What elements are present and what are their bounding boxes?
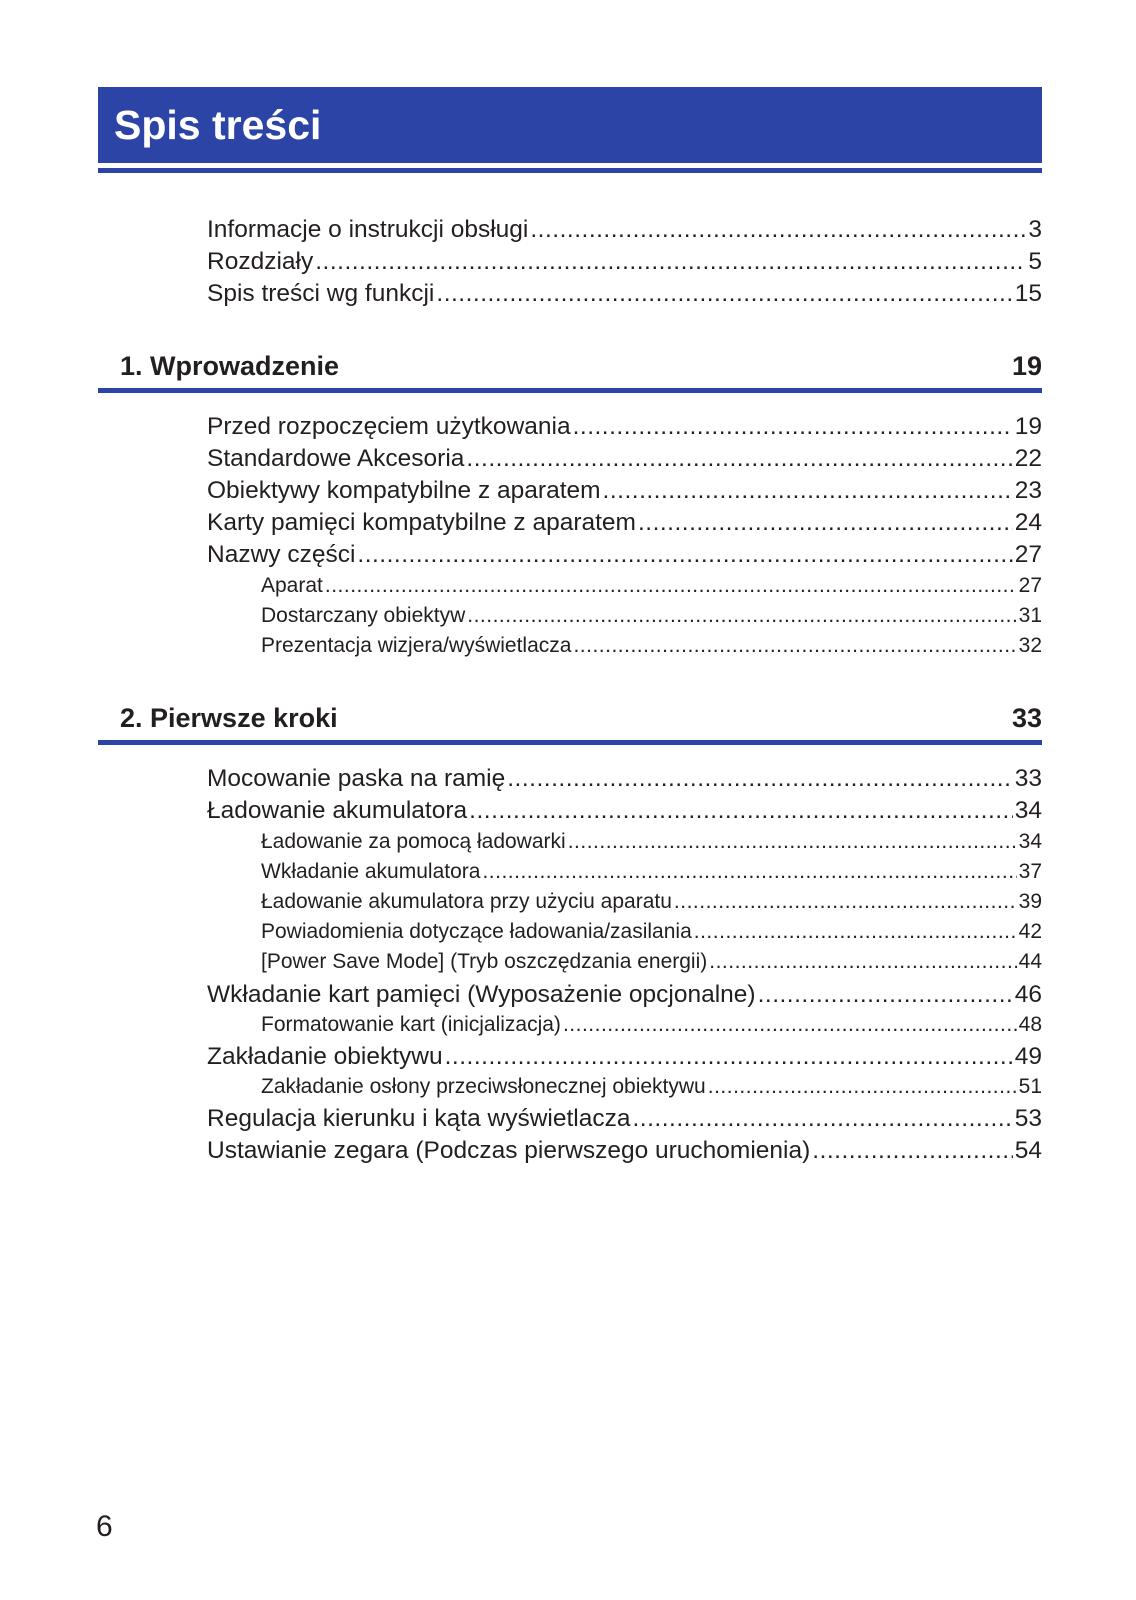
toc-entry-page: 49 [1014, 1043, 1042, 1070]
toc-entry[interactable] [207, 1105, 1042, 1137]
toc-entry[interactable] [207, 413, 1042, 445]
toc-entry-page: 48 [1018, 1013, 1042, 1036]
toc-entry-page: 22 [1014, 445, 1042, 472]
toc-entry-label: Dostarczany obiektyw [261, 604, 466, 627]
chapter-underline [98, 388, 1042, 393]
toc-subentry[interactable] [261, 920, 1042, 948]
toc-entry-label: Aparat [261, 574, 323, 597]
dot-leader [633, 1105, 1013, 1133]
toc-entry-label: Obiektywy kompatybilne z aparatem [207, 477, 601, 504]
toc-entry[interactable] [207, 280, 1042, 312]
dot-leader [482, 860, 1016, 884]
toc-entry[interactable] [207, 509, 1042, 541]
dot-leader [507, 765, 1012, 793]
toc-subentry[interactable] [261, 634, 1042, 662]
toc-entry-label: Ładowanie akumulatora [207, 797, 468, 824]
dot-leader [708, 1075, 1017, 1099]
toc-subentry[interactable] [261, 574, 1042, 602]
toc-entry-page: 37 [1018, 860, 1042, 883]
toc-entry-page: 53 [1014, 1105, 1042, 1132]
title-banner [98, 87, 1042, 163]
toc-entry-label: Spis treści wg funkcji [207, 280, 435, 307]
toc-entry[interactable] [207, 477, 1042, 509]
toc-entry-page: 32 [1018, 634, 1042, 657]
toc-entry-label: Przed rozpoczęciem użytkowania [207, 413, 571, 440]
chapter-page: 19 [1011, 351, 1042, 381]
toc-entry-page: 51 [1018, 1075, 1042, 1098]
dot-leader [573, 413, 1013, 441]
toc-subentry[interactable] [261, 1075, 1042, 1103]
toc-entry-page: 44 [1018, 950, 1042, 973]
toc-entry-page: 34 [1018, 830, 1042, 853]
page-number: 6 [96, 1510, 113, 1543]
dot-leader [469, 797, 1013, 825]
dot-leader [638, 509, 1013, 537]
dot-leader [445, 1043, 1013, 1071]
toc-subentry[interactable] [261, 890, 1042, 918]
chapter-title: 1. Wprowadzenie [120, 351, 340, 381]
toc-entry-label: Ładowanie akumulatora przy użyciu aparatu [261, 890, 672, 913]
toc-entry-page: 3 [1028, 216, 1042, 243]
toc-entry-page: 24 [1014, 509, 1042, 536]
toc-entry-page: 27 [1018, 574, 1042, 597]
toc-entry[interactable] [207, 248, 1042, 280]
toc-subentry[interactable] [261, 604, 1042, 632]
page-title: Spis treści [114, 102, 322, 148]
toc-entry[interactable] [207, 797, 1042, 829]
toc-entry-page: 42 [1018, 920, 1042, 943]
toc-entry-label: Informacje o instrukcji obsługi [207, 216, 529, 243]
toc-entry-page: 5 [1028, 248, 1042, 275]
dot-leader [568, 830, 1017, 854]
toc-entry-label: Ładowanie za pomocą ładowarki [261, 830, 566, 853]
toc-entry[interactable] [207, 541, 1042, 573]
dot-leader [603, 477, 1013, 505]
toc-entry-page: 31 [1018, 604, 1042, 627]
toc-entry[interactable] [207, 981, 1042, 1013]
dot-leader [758, 981, 1013, 1009]
toc-subentry[interactable] [261, 950, 1042, 978]
dot-leader [709, 950, 1016, 974]
toc-entry-label: Mocowanie paska na ramię [207, 765, 506, 792]
dot-leader [357, 541, 1012, 569]
dot-leader [325, 574, 1017, 598]
toc-entry-label: Wkładanie kart pamięci (Wyposażenie opcjonalne) [207, 981, 756, 1008]
chapter-page: 33 [1011, 703, 1042, 733]
dot-leader [812, 1137, 1012, 1165]
toc-entry-label: Standardowe Akcesoria [207, 445, 465, 472]
toc-entry-label: Ustawianie zegara (Podczas pierwszego uruchomienia) [207, 1137, 811, 1164]
toc-entry-label: Zakładanie obiektywu [207, 1043, 443, 1070]
toc-entry-page: 46 [1014, 981, 1042, 1008]
dot-leader [674, 890, 1017, 914]
toc-entry-page: 19 [1014, 413, 1042, 440]
toc-entry-label: Nazwy części [207, 541, 356, 568]
toc-entry[interactable] [207, 1137, 1042, 1169]
dot-leader [694, 920, 1017, 944]
toc-entry[interactable] [207, 445, 1042, 477]
toc-entry-label: Karty pamięci kompatybilne z aparatem [207, 509, 636, 536]
dot-leader [573, 634, 1016, 658]
chapter-heading[interactable] [98, 697, 1042, 745]
toc-entry-label: Prezentacja wizjera/wyświetlacza [261, 634, 572, 657]
toc-subentry[interactable] [261, 830, 1042, 858]
toc-entry-label: [Power Save Mode] (Tryb oszczędzania energii) [261, 950, 708, 973]
toc-entry-page: 39 [1018, 890, 1042, 913]
dot-leader [466, 445, 1012, 473]
toc-entry-label: Rozdziały [207, 248, 314, 275]
toc-entry-label: Formatowanie kart (inicjalizacja) [261, 1013, 561, 1036]
toc-entry-label: Powiadomienia dotyczące ładowania/zasilania [261, 920, 692, 943]
chapter-heading[interactable] [98, 345, 1042, 393]
toc-subentry[interactable] [261, 860, 1042, 888]
dot-leader [563, 1013, 1017, 1037]
chapter-title: 2. Pierwsze kroki [120, 703, 338, 733]
dot-leader [530, 216, 1026, 244]
toc-subentry[interactable] [261, 1013, 1042, 1041]
toc-entry[interactable] [207, 216, 1042, 248]
toc-entry-page: 27 [1014, 541, 1042, 568]
toc-entry[interactable] [207, 765, 1042, 797]
toc-entry-label: Regulacja kierunku i kąta wyświetlacza [207, 1105, 631, 1132]
title-underline [98, 168, 1042, 173]
dot-leader [467, 604, 1016, 628]
toc-entry-label: Zakładanie osłony przeciwsłonecznej obiektywu [261, 1075, 706, 1098]
toc-entry-page: 33 [1014, 765, 1042, 792]
toc-entry-page: 23 [1014, 477, 1042, 504]
toc-entry[interactable] [207, 1043, 1042, 1075]
toc-entry-page: 54 [1014, 1137, 1042, 1164]
toc-entry-page: 15 [1014, 280, 1042, 307]
toc-entry-label: Wkładanie akumulatora [261, 860, 481, 883]
chapter-underline [98, 740, 1042, 745]
toc-entry-page: 34 [1014, 797, 1042, 824]
dot-leader [436, 280, 1012, 308]
dot-leader [315, 248, 1026, 276]
